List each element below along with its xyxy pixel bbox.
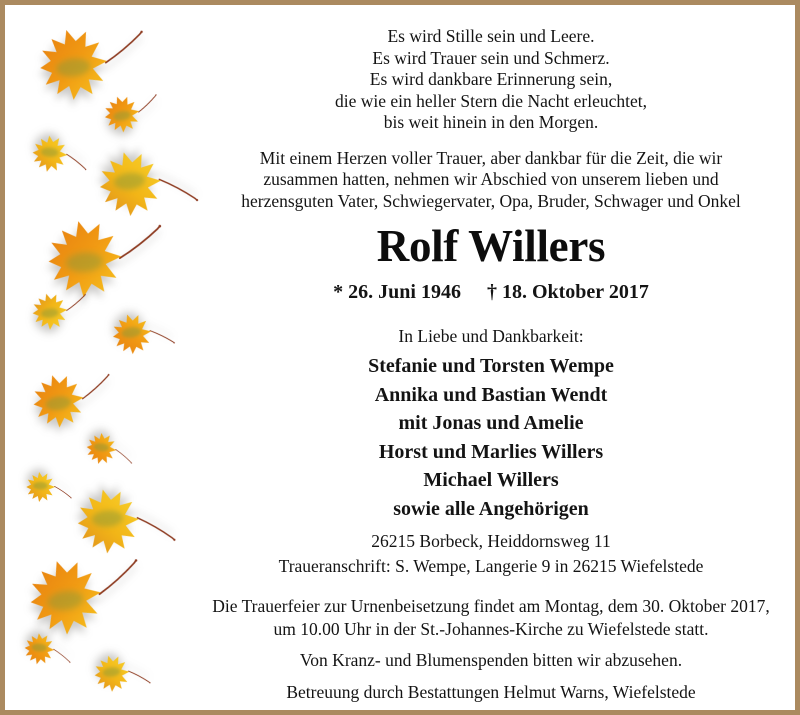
intro-text bbox=[193, 148, 789, 213]
poem-line: Es wird dankbare Erinnerung sein, bbox=[369, 69, 613, 89]
funeral-line: Die Trauerfeier zur Urnenbeisetzung findet am Montag, dem 30. Oktober 2017, bbox=[212, 596, 770, 616]
address-block bbox=[193, 529, 789, 579]
mourner-name: Michael Willers bbox=[423, 469, 559, 491]
undertaker-note: Betreuung durch Bestattungen Helmut Warns, Wiefelstede bbox=[286, 682, 696, 702]
maple-leaf-icon bbox=[29, 288, 91, 333]
maple-leaf-icon bbox=[91, 650, 153, 695]
poem-line: bis weit hinein in den Morgen. bbox=[383, 112, 599, 132]
intro-line: herzensguten Vater, Schwiegervater, Opa, Bruder, Schwager und Onkel bbox=[241, 190, 741, 211]
poem-line: die wie ein heller Stern die Nacht erleuchtet, bbox=[335, 90, 647, 111]
mourner-name: Stefanie und Torsten Wempe bbox=[368, 355, 614, 377]
poem-line: Es wird Stille sein und Leere. bbox=[387, 26, 595, 46]
mourner-name: mit Jonas und Amelie bbox=[398, 412, 584, 434]
home-address: 26215 Borbeck, Heiddornsweg 11 bbox=[371, 531, 611, 551]
intro-line: Mit einem Herzen voller Trauer, aber dankbar für die Zeit, die wir bbox=[259, 147, 723, 168]
funeral-line: um 10.00 Uhr in der St.-Johannes-Kirche zu Wiefelstede statt. bbox=[273, 619, 709, 639]
maple-leaf-icon bbox=[94, 143, 203, 221]
condolence-address: Traueranschrift: S. Wempe, Langerie 9 in 26215 Wiefelstede bbox=[278, 556, 704, 576]
deceased-name: Rolf Willers bbox=[376, 221, 606, 271]
mourners-list bbox=[193, 352, 789, 523]
obituary-content bbox=[193, 10, 789, 703]
maple-leaf-icon bbox=[42, 213, 169, 302]
death-date: † 18. Oktober 2017 bbox=[486, 281, 649, 303]
poem-line: Es wird Trauer sein und Schmerz. bbox=[372, 47, 610, 68]
maple-leaf-icon bbox=[22, 631, 74, 667]
birth-date: * 26. Juni 1946 bbox=[333, 281, 461, 303]
maple-leaf-icon bbox=[100, 88, 164, 136]
mourner-name: sowie alle Angehörigen bbox=[393, 497, 589, 520]
maple-leaf-icon bbox=[73, 483, 179, 558]
mourner-name: Annika und Bastian Wendt bbox=[374, 383, 608, 406]
mourner-name: Horst und Marlies Willers bbox=[378, 440, 604, 463]
memorial-poem bbox=[193, 26, 789, 134]
maple-leaf-icon bbox=[30, 133, 91, 176]
life-dates bbox=[193, 280, 789, 304]
maple-leaf-icon bbox=[28, 365, 119, 432]
mourners-heading: In Liebe und Dankbarkeit: bbox=[398, 326, 584, 346]
funeral-info bbox=[193, 595, 789, 641]
maple-leaf-icon bbox=[25, 471, 73, 503]
maple-leaf-icon bbox=[22, 547, 150, 642]
flowers-note: Von Kranz- und Blumenspenden bitten wir abzusehen. bbox=[299, 650, 683, 670]
maple-leaf-icon bbox=[83, 430, 136, 468]
maple-leaf-icon bbox=[108, 307, 177, 358]
intro-line: zusammen hatten, nehmen wir Abschied von unserem lieben und bbox=[263, 169, 719, 189]
